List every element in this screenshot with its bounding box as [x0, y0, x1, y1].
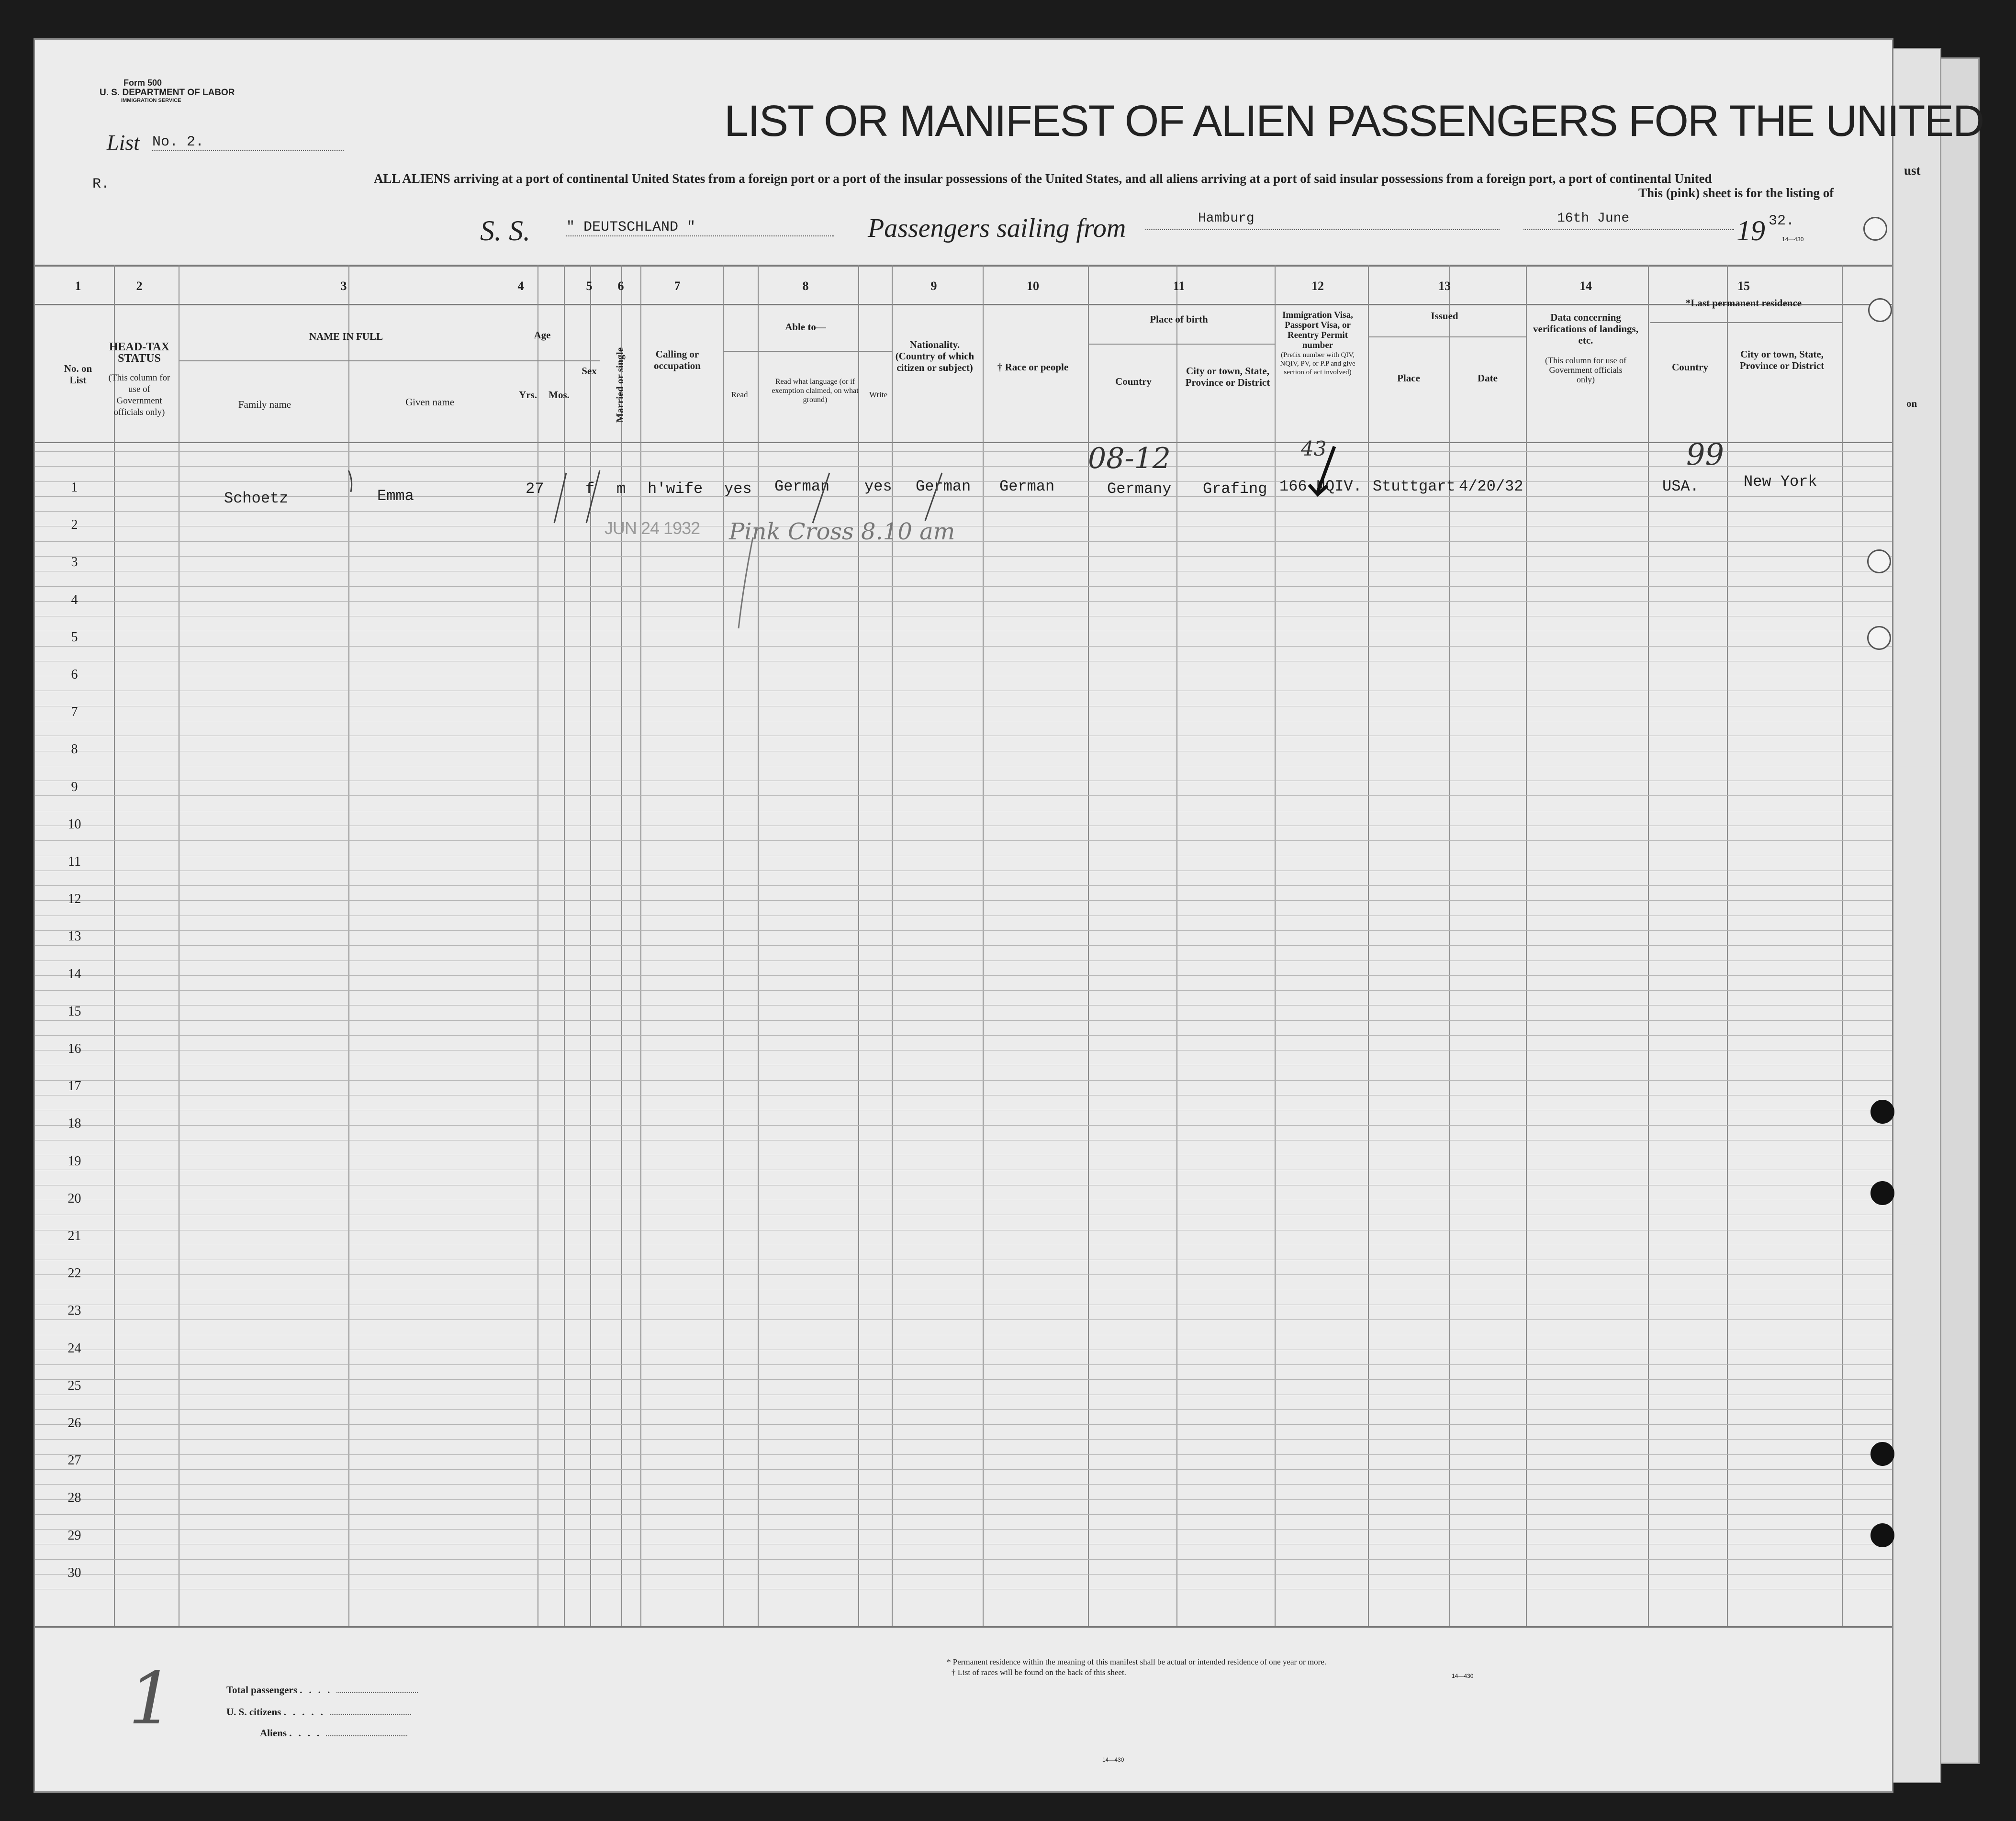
- header-calling: Calling or occupation: [653, 348, 701, 371]
- column-number: 3: [340, 279, 347, 293]
- row-number: 16: [67, 1041, 81, 1056]
- header-birth-country: Country: [1115, 376, 1152, 387]
- handwritten-visa-mark: 43: [1301, 437, 1327, 460]
- row-number: 7: [71, 704, 78, 720]
- occupation-cell: h'wife: [648, 480, 703, 498]
- row-number: 6: [71, 667, 78, 682]
- read-language-cell: German: [774, 478, 830, 495]
- column-number: 2: [136, 279, 143, 293]
- header-yrs: Yrs.: [519, 389, 537, 401]
- manifest-title: LIST OR MANIFEST OF ALIEN PASSENGERS FOR THE UNITED: [724, 97, 1984, 145]
- header-issued-place: Place: [1397, 372, 1420, 384]
- manifest-sheet: [34, 38, 1984, 1793]
- row-number: 23: [67, 1303, 81, 1318]
- sailing-date: 16th June: [1523, 211, 1734, 230]
- check-marks: [35, 40, 1892, 1791]
- column-number: 12: [1311, 279, 1324, 293]
- sex-cell: f: [585, 480, 595, 498]
- punch-hole: [1870, 1523, 1894, 1547]
- column-number: 11: [1173, 279, 1185, 293]
- row-number: 9: [71, 779, 78, 794]
- row-number: 2: [71, 517, 78, 533]
- header-visa: Immigration Visa, Passport Visa, or Reentry Permit number: [1282, 310, 1353, 350]
- header-birth-city: City or town, State, Province or District: [1185, 365, 1270, 388]
- back-sheet: [1886, 48, 1941, 1783]
- column-number: 4: [517, 279, 524, 293]
- handwritten-note: Pink Cross 8.10 am: [729, 518, 955, 545]
- header-residence-city: City or town, State, Province or District: [1739, 348, 1825, 371]
- column-number: 1: [75, 279, 81, 293]
- column-number: 15: [1737, 279, 1750, 293]
- row-number: 11: [68, 854, 81, 869]
- column-number: 8: [802, 279, 809, 293]
- service-name: IMMIGRATION SERVICE: [121, 98, 181, 103]
- form-code-top: 14—430: [1782, 236, 1804, 243]
- row-number: 8: [71, 742, 78, 757]
- row-number: 10: [67, 816, 81, 832]
- issued-date-cell: 4/20/32: [1459, 478, 1523, 495]
- race-cell: German: [999, 478, 1055, 495]
- visa-number-cell: 166 NQIV.: [1279, 478, 1362, 495]
- row-number: 3: [71, 555, 78, 570]
- column-number: 7: [674, 279, 681, 293]
- list-number: No. 2.: [152, 134, 344, 151]
- year-prefix: 19: [1736, 215, 1765, 246]
- nationality-cell: German: [916, 478, 971, 495]
- header-able-to: Able to—: [785, 321, 826, 333]
- punch-hole: [1870, 1181, 1894, 1205]
- row-number: 29: [67, 1528, 81, 1543]
- punch-hole: [1867, 626, 1891, 650]
- row-number: 13: [67, 929, 81, 944]
- row-number: 1: [71, 480, 78, 495]
- year-suffix: 32.: [1769, 213, 1795, 229]
- ship-name: " DEUTSCHLAND ": [566, 219, 834, 236]
- header-age: Age: [534, 329, 551, 341]
- subtitle-cut-text: ust: [1904, 163, 1921, 178]
- write-cell: yes: [864, 478, 892, 495]
- header-data-note: (This column for use of Government officials only): [1545, 356, 1626, 384]
- punch-hole: [1868, 298, 1892, 322]
- header-last-residence: *Last permanent residence: [1685, 297, 1802, 309]
- form-code-bottom: 14—430: [1102, 1756, 1124, 1763]
- birth-city-cell: Grafing: [1203, 480, 1267, 498]
- header-race: † Race or people: [997, 361, 1069, 373]
- row-number: 18: [67, 1116, 81, 1131]
- row-number: 22: [67, 1266, 81, 1281]
- ss-label: S. S.: [480, 215, 530, 246]
- header-married: Married or single: [614, 347, 626, 423]
- header-mos: Mos.: [549, 389, 570, 401]
- handwritten-total: 1: [128, 1657, 174, 1741]
- header-given-name: Given name: [405, 396, 455, 408]
- header-read-language: Read what language (or if exemption claimed, on what ground): [772, 378, 859, 404]
- subtitle-line-1: ALL ALIENS arriving at a port of continental United States from a foreign port or a port of the insular possessions of the United States, and all aliens arriving at a port of said insular possessions from a foreign port, a port of continental United: [374, 171, 1712, 186]
- family-name-cell: Schoetz: [224, 490, 289, 507]
- row-number: 25: [67, 1378, 81, 1393]
- given-name-cell: Emma: [377, 487, 414, 505]
- age-years-cell: 27: [526, 480, 544, 498]
- row-number: 21: [67, 1229, 81, 1243]
- total-passengers-text: Total passengers: [226, 1684, 297, 1696]
- header-no-on-list: No. on List: [64, 363, 92, 386]
- us-citizens-text: U. S. citizens: [226, 1706, 281, 1718]
- header-head-tax: HEAD-TAX STATUS: [109, 341, 170, 365]
- list-label: List: [107, 130, 140, 155]
- form-code-footer: 14—430: [1452, 1673, 1474, 1679]
- punch-hole: [1870, 1100, 1894, 1124]
- subtitle-line-2: This (pink) sheet is for the listing of: [1638, 186, 1834, 200]
- column-number: 10: [1027, 279, 1039, 293]
- issued-place-cell: Stuttgart: [1373, 478, 1456, 495]
- departure-port: Hamburg: [1145, 211, 1500, 230]
- birth-country-cell: Germany: [1107, 480, 1172, 498]
- residence-city-cell: New York: [1744, 473, 1817, 491]
- row-number: 28: [67, 1490, 81, 1506]
- row-number: 12: [67, 892, 81, 907]
- header-name-in-full: NAME IN FULL: [309, 331, 383, 342]
- read-cell: yes: [724, 480, 752, 498]
- header-family-name: Family name: [238, 399, 291, 410]
- department-name: U. S. DEPARTMENT OF LABOR: [100, 88, 235, 98]
- row-number: 26: [67, 1416, 81, 1430]
- column-number: 13: [1438, 279, 1451, 293]
- header-sex: Sex: [582, 365, 597, 377]
- header-place-of-birth: Place of birth: [1150, 313, 1208, 325]
- us-citizens-label: U. S. citizens .....: [226, 1706, 411, 1718]
- row-number: 30: [67, 1565, 81, 1580]
- header-read: Read: [731, 390, 748, 399]
- row-number: 20: [67, 1191, 81, 1206]
- column-number: 9: [930, 279, 937, 293]
- column-number: 5: [586, 279, 593, 293]
- row-number: 19: [67, 1153, 81, 1169]
- punch-hole: [1867, 549, 1891, 573]
- column-number: 14: [1579, 279, 1592, 293]
- footnote-residence: * Permanent residence within the meaning of this manifest shall be actual or intended residence of one year or more.: [947, 1657, 1327, 1666]
- header-residence-country: Country: [1672, 361, 1708, 373]
- column-number: 6: [617, 279, 624, 293]
- aliens-text: Aliens: [260, 1727, 287, 1739]
- row-number: 17: [67, 1079, 81, 1094]
- header-cut-text: on: [1906, 398, 1917, 409]
- header-write: Write: [869, 390, 888, 399]
- form-number: Form 500: [123, 78, 162, 88]
- header-data-concerning: Data concerning verifications of landings, etc.: [1533, 312, 1638, 346]
- married-cell: m: [616, 480, 626, 498]
- header-head-tax-note: (This column for use of Government officials only): [108, 373, 170, 417]
- row-number: 15: [67, 1004, 81, 1019]
- row-number: 5: [71, 629, 78, 645]
- punch-hole: [1870, 1442, 1894, 1466]
- header-nationality: Nationality. (Country of which citizen or subject): [895, 339, 974, 373]
- sailing-label: Passengers sailing from: [868, 213, 1126, 243]
- row-number: 27: [67, 1453, 81, 1468]
- date-stamp: JUN 24 1932: [605, 518, 700, 538]
- row-number: 4: [71, 592, 78, 607]
- aliens-label: Aliens ....: [260, 1727, 407, 1739]
- handwritten-code: 08-12: [1088, 442, 1171, 475]
- footnote-races: † List of races will be found on the back of this sheet.: [952, 1668, 1126, 1677]
- residence-country-cell: USA.: [1662, 478, 1699, 495]
- header-issued-date: Date: [1478, 372, 1498, 384]
- row-number: 14: [67, 966, 81, 982]
- total-passengers-label: Total passengers ....: [226, 1684, 418, 1696]
- punch-hole: [1863, 217, 1887, 241]
- handwritten-residence-mark: 99: [1686, 437, 1724, 472]
- header-visa-note: (Prefix number with QIV, NQIV, PV, or P.P and give section of act involved): [1280, 351, 1355, 376]
- r-label: R.: [92, 176, 110, 192]
- row-number: 24: [67, 1341, 81, 1356]
- header-issued: Issued: [1431, 310, 1458, 322]
